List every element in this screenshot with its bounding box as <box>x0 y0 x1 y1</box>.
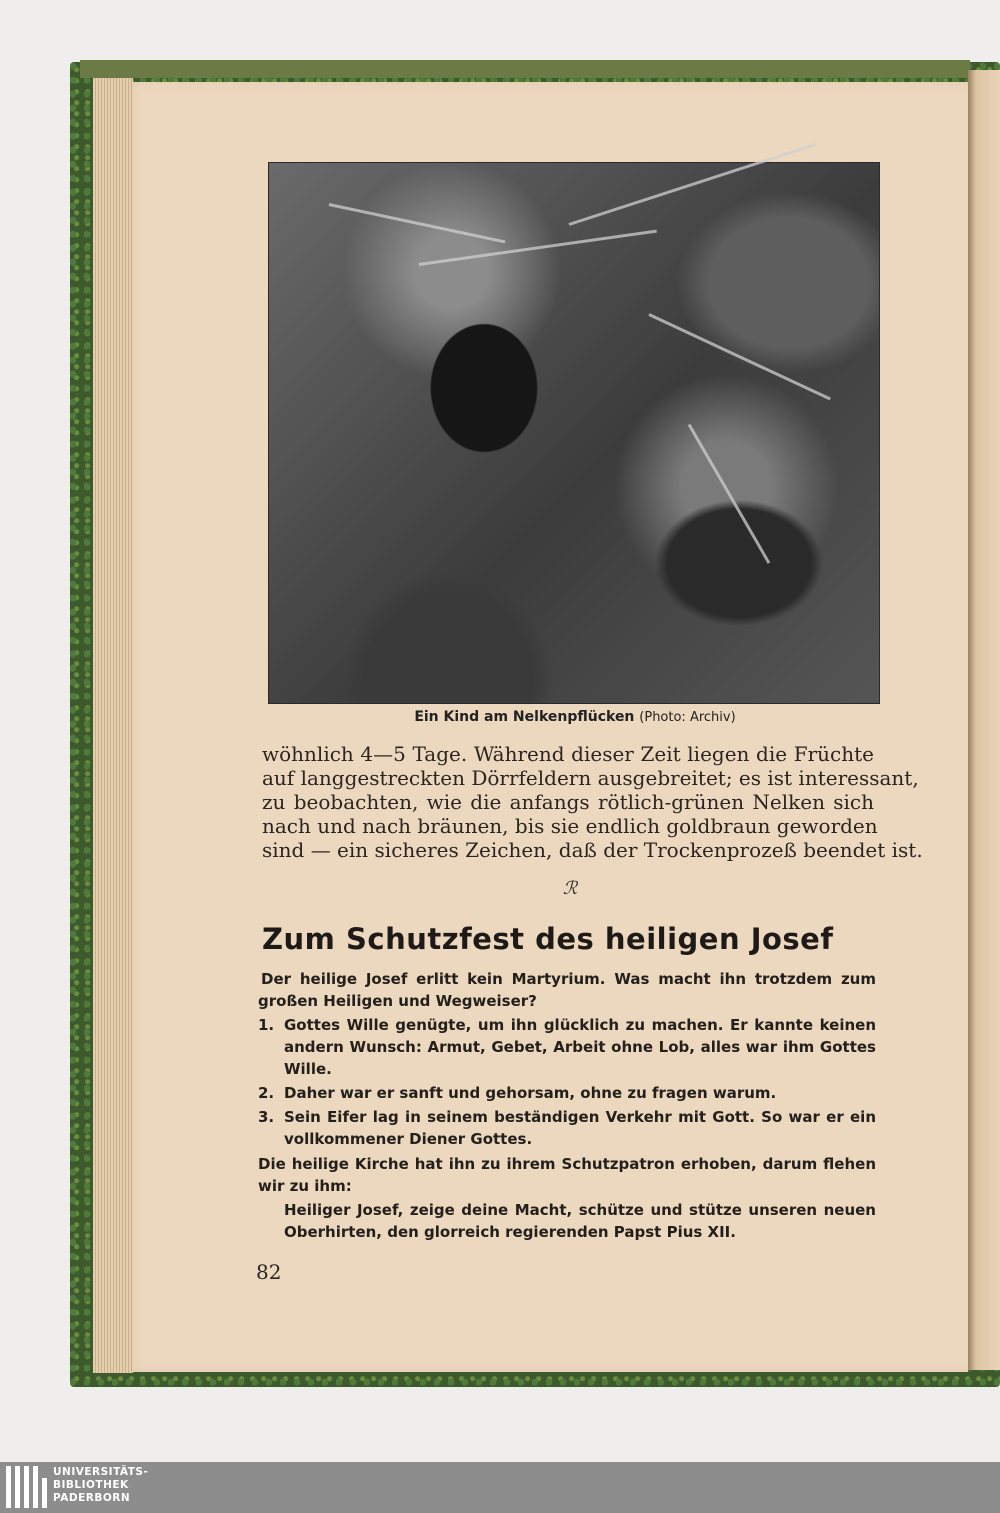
section-heading: Zum Schutzfest des heiligen Josef <box>262 922 834 956</box>
library-footer <box>0 1462 1000 1513</box>
list-item <box>258 1106 876 1150</box>
library-logo-icon <box>6 1466 50 1508</box>
text-line: zu beobachten, wie die anfangs rötlich-grünen Nelken sich <box>262 790 874 814</box>
section-body <box>258 968 876 1245</box>
photo-child-picking-cloves <box>268 162 880 704</box>
text-line: auf langgestreckten Dörrfeldern ausgebreitet; es ist interessant, <box>262 766 919 790</box>
text-line: wöhnlich 4—5 Tage. Während dieser Zeit liegen die Früchte <box>262 742 874 766</box>
library-name-line: UNIVERSITÄTS- <box>53 1466 149 1478</box>
list-item-number: 1. <box>258 1016 275 1034</box>
text-line: nach und nach bräunen, bis sie endlich goldbraun geworden <box>262 814 878 838</box>
text-line: sind — ein sicheres Zeichen, daß der Trockenprozeß beendet ist. <box>262 838 923 862</box>
caption-credit: (Photo: Archiv) <box>639 710 736 725</box>
list-item-text: Sein Eifer lag in seinem beständigen Verkehr mit Gott. So war er ein vollkommener Diener Gottes. <box>284 1108 876 1148</box>
points-list <box>258 1014 876 1150</box>
continued-paragraph <box>262 742 923 862</box>
list-item-text: Daher war er sanft und gehorsam, ohne zu fragen warum. <box>284 1084 777 1102</box>
closing-paragraph: Die heilige Kirche hat ihn zu ihrem Schutzpatron erhoben, darum flehen wir zu ihm: <box>258 1155 876 1195</box>
library-name-line: PADERBORN <box>53 1492 131 1504</box>
library-name <box>53 1466 148 1505</box>
caption-text: Ein Kind am Nelkenpflücken <box>414 709 635 725</box>
section-divider-mark: ℛ <box>562 878 578 899</box>
list-item <box>258 1082 876 1104</box>
lead-question: Der heilige Josef erlitt kein Martyrium. Was macht ihn trotzdem zum großen Heiligen und Wegweiser? <box>258 970 876 1010</box>
photo-caption <box>270 709 880 725</box>
list-item-number: 2. <box>258 1084 275 1102</box>
page-number: 82 <box>256 1260 282 1284</box>
facing-page-edge <box>968 70 1000 1370</box>
library-name-line: BIBLIOTHEK <box>53 1479 129 1491</box>
page-edges <box>93 78 133 1373</box>
list-item-number: 3. <box>258 1108 275 1126</box>
list-item <box>258 1014 876 1080</box>
book-cover-edge <box>80 60 970 78</box>
prayer-text: Heiliger Josef, zeige deine Macht, schütze und stütze unseren neuen Oberhirten, den glorreich regierenden Papst Pius XII. <box>284 1201 876 1241</box>
list-item-text: Gottes Wille genügte, um ihn glücklich zu machen. Er kannte keinen andern Wunsch: Armut, Gebet, Arbeit ohne Lob, alles war ihm Gottes Wille. <box>284 1016 876 1078</box>
